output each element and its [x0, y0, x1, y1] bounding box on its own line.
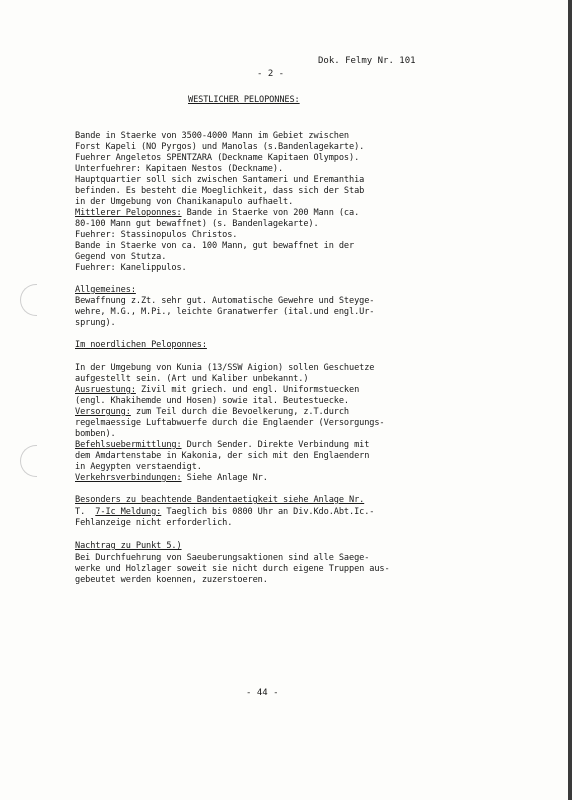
text-line: Bewaffnung z.Zt. sehr gut. Automatische Gewehre und Steyge-: [75, 296, 375, 306]
text-line: [75, 208, 359, 219]
ausruestung-text: Zivil mit griech. und engl. Uniformstuecken: [135, 385, 360, 395]
text-line: (engl. Khakihemde und Hosen) sowie ital. Beutestuecke.: [75, 396, 349, 406]
text-line: Unterfuehrer: Kapitaen Nestos (Deckname).: [75, 164, 284, 174]
heading-versorgung: Versorgung:: [75, 407, 131, 417]
text-line: in Aegypten verstaendigt.: [75, 462, 202, 472]
heading-noerdlich: Im noerdlichen Peloponnes:: [75, 340, 207, 350]
versorgung-text: zum Teil durch die Bevoelkerung, z.T.durch: [130, 407, 350, 417]
text-line: Fuehrer Angeletos SPENTZARA (Deckname Kapitaen Olympos).: [75, 153, 360, 163]
heading-ausruestung: Ausruestung:: [75, 385, 136, 395]
heading-besonders: Besonders zu beachtende Bandentaetigkeit siehe Anlage Nr.: [75, 495, 365, 505]
text-line: [75, 507, 374, 518]
page-number: - 44 -: [246, 688, 279, 698]
text-line: wehre, M.G., M.Pi., leichte Granatwerfer (ital.und engl.Ur-: [75, 307, 375, 317]
text-line: sprung).: [75, 318, 116, 328]
punch-hole-mark: [20, 284, 37, 316]
text-line: Forst Kapeli (NO Pyrgos) und Manolas (s.Bandenlagekarte).: [75, 142, 365, 152]
text-line: Fuehrer: Kanelippulos.: [75, 263, 187, 273]
text-line: befinden. Es besteht die Moeglichkeit, dass sich der Stab: [75, 186, 365, 196]
text-line: Bei Durchfuehrung von Saeuberungsaktionen sind alle Saege-: [75, 553, 370, 563]
heading-verkehrsverbindungen: Verkehrsverbindungen:: [75, 473, 182, 483]
heading-meldung: 7-Ic Meldung:: [95, 507, 162, 517]
text-line: werke und Holzlager soweit sie nicht durch eigene Truppen aus-: [75, 564, 390, 574]
text-line: in der Umgebung von Chanikanapulo aufhaelt.: [75, 197, 294, 207]
text-line: Hauptquartier soll sich zwischen Santameri und Eremanthia: [75, 175, 365, 185]
text-line: gebeutet werden koennen, zuzerstoeren.: [75, 575, 268, 585]
text-line: [75, 407, 349, 418]
page-marker: - 2 -: [257, 69, 285, 79]
punch-hole-mark: [20, 445, 37, 477]
meldung-prefix: T.: [75, 507, 96, 517]
text-line: Bande in Staerke von 3500-4000 Mann im Gebiet zwischen: [75, 131, 349, 141]
text-line: Bande in Staerke von ca. 100 Mann, gut bewaffnet in der: [75, 241, 355, 251]
heading-befehlsuebermittlung: Befehlsuebermittlung:: [75, 440, 182, 450]
meldung-text: Taeglich bis 0800 Uhr an Div.Kdo.Abt.Ic.-: [161, 507, 375, 517]
text-line: Fehlanzeige nicht erforderlich.: [75, 518, 233, 528]
text-line: bomben).: [75, 429, 116, 439]
mittlerer-text: Bande in Staerke von 200 Mann (ca.: [181, 208, 360, 218]
text-line: [75, 440, 369, 451]
text-line: [75, 385, 359, 396]
heading-allgemeines: Allgemeines:: [75, 285, 136, 295]
document-reference: Dok. Felmy Nr. 101: [318, 56, 416, 66]
text-line: Fuehrer: Stassinopulos Christos.: [75, 230, 238, 240]
heading-mittlerer: Mittlerer Peloponnes:: [75, 208, 182, 218]
text-line: aufgestellt sein. (Art und Kaliber unbekannt.): [75, 374, 309, 384]
befehls-text: Durch Sender. Direkte Verbindung mit: [181, 440, 370, 450]
text-line: [75, 473, 268, 484]
verkehrs-text: Siehe Anlage Nr.: [181, 473, 268, 483]
text-line: Gegend von Stutza.: [75, 252, 167, 262]
text-line: dem Amdartenstabe in Kakonia, der sich mit den Englaendern: [75, 451, 370, 461]
page-edge-shadow: [568, 0, 572, 800]
section-title: WESTLICHER PELOPONNES:: [188, 95, 300, 105]
heading-nachtrag: Nachtrag zu Punkt 5.): [75, 541, 182, 551]
text-line: In der Umgebung von Kunia (13/SSW Aigion) sollen Geschuetze: [75, 363, 375, 373]
text-line: regelmaessige Luftabwuerfe durch die Englaender (Versorgungs-: [75, 418, 385, 428]
text-line: 80-100 Mann gut bewaffnet) (s. Bandenlagekarte).: [75, 219, 319, 229]
